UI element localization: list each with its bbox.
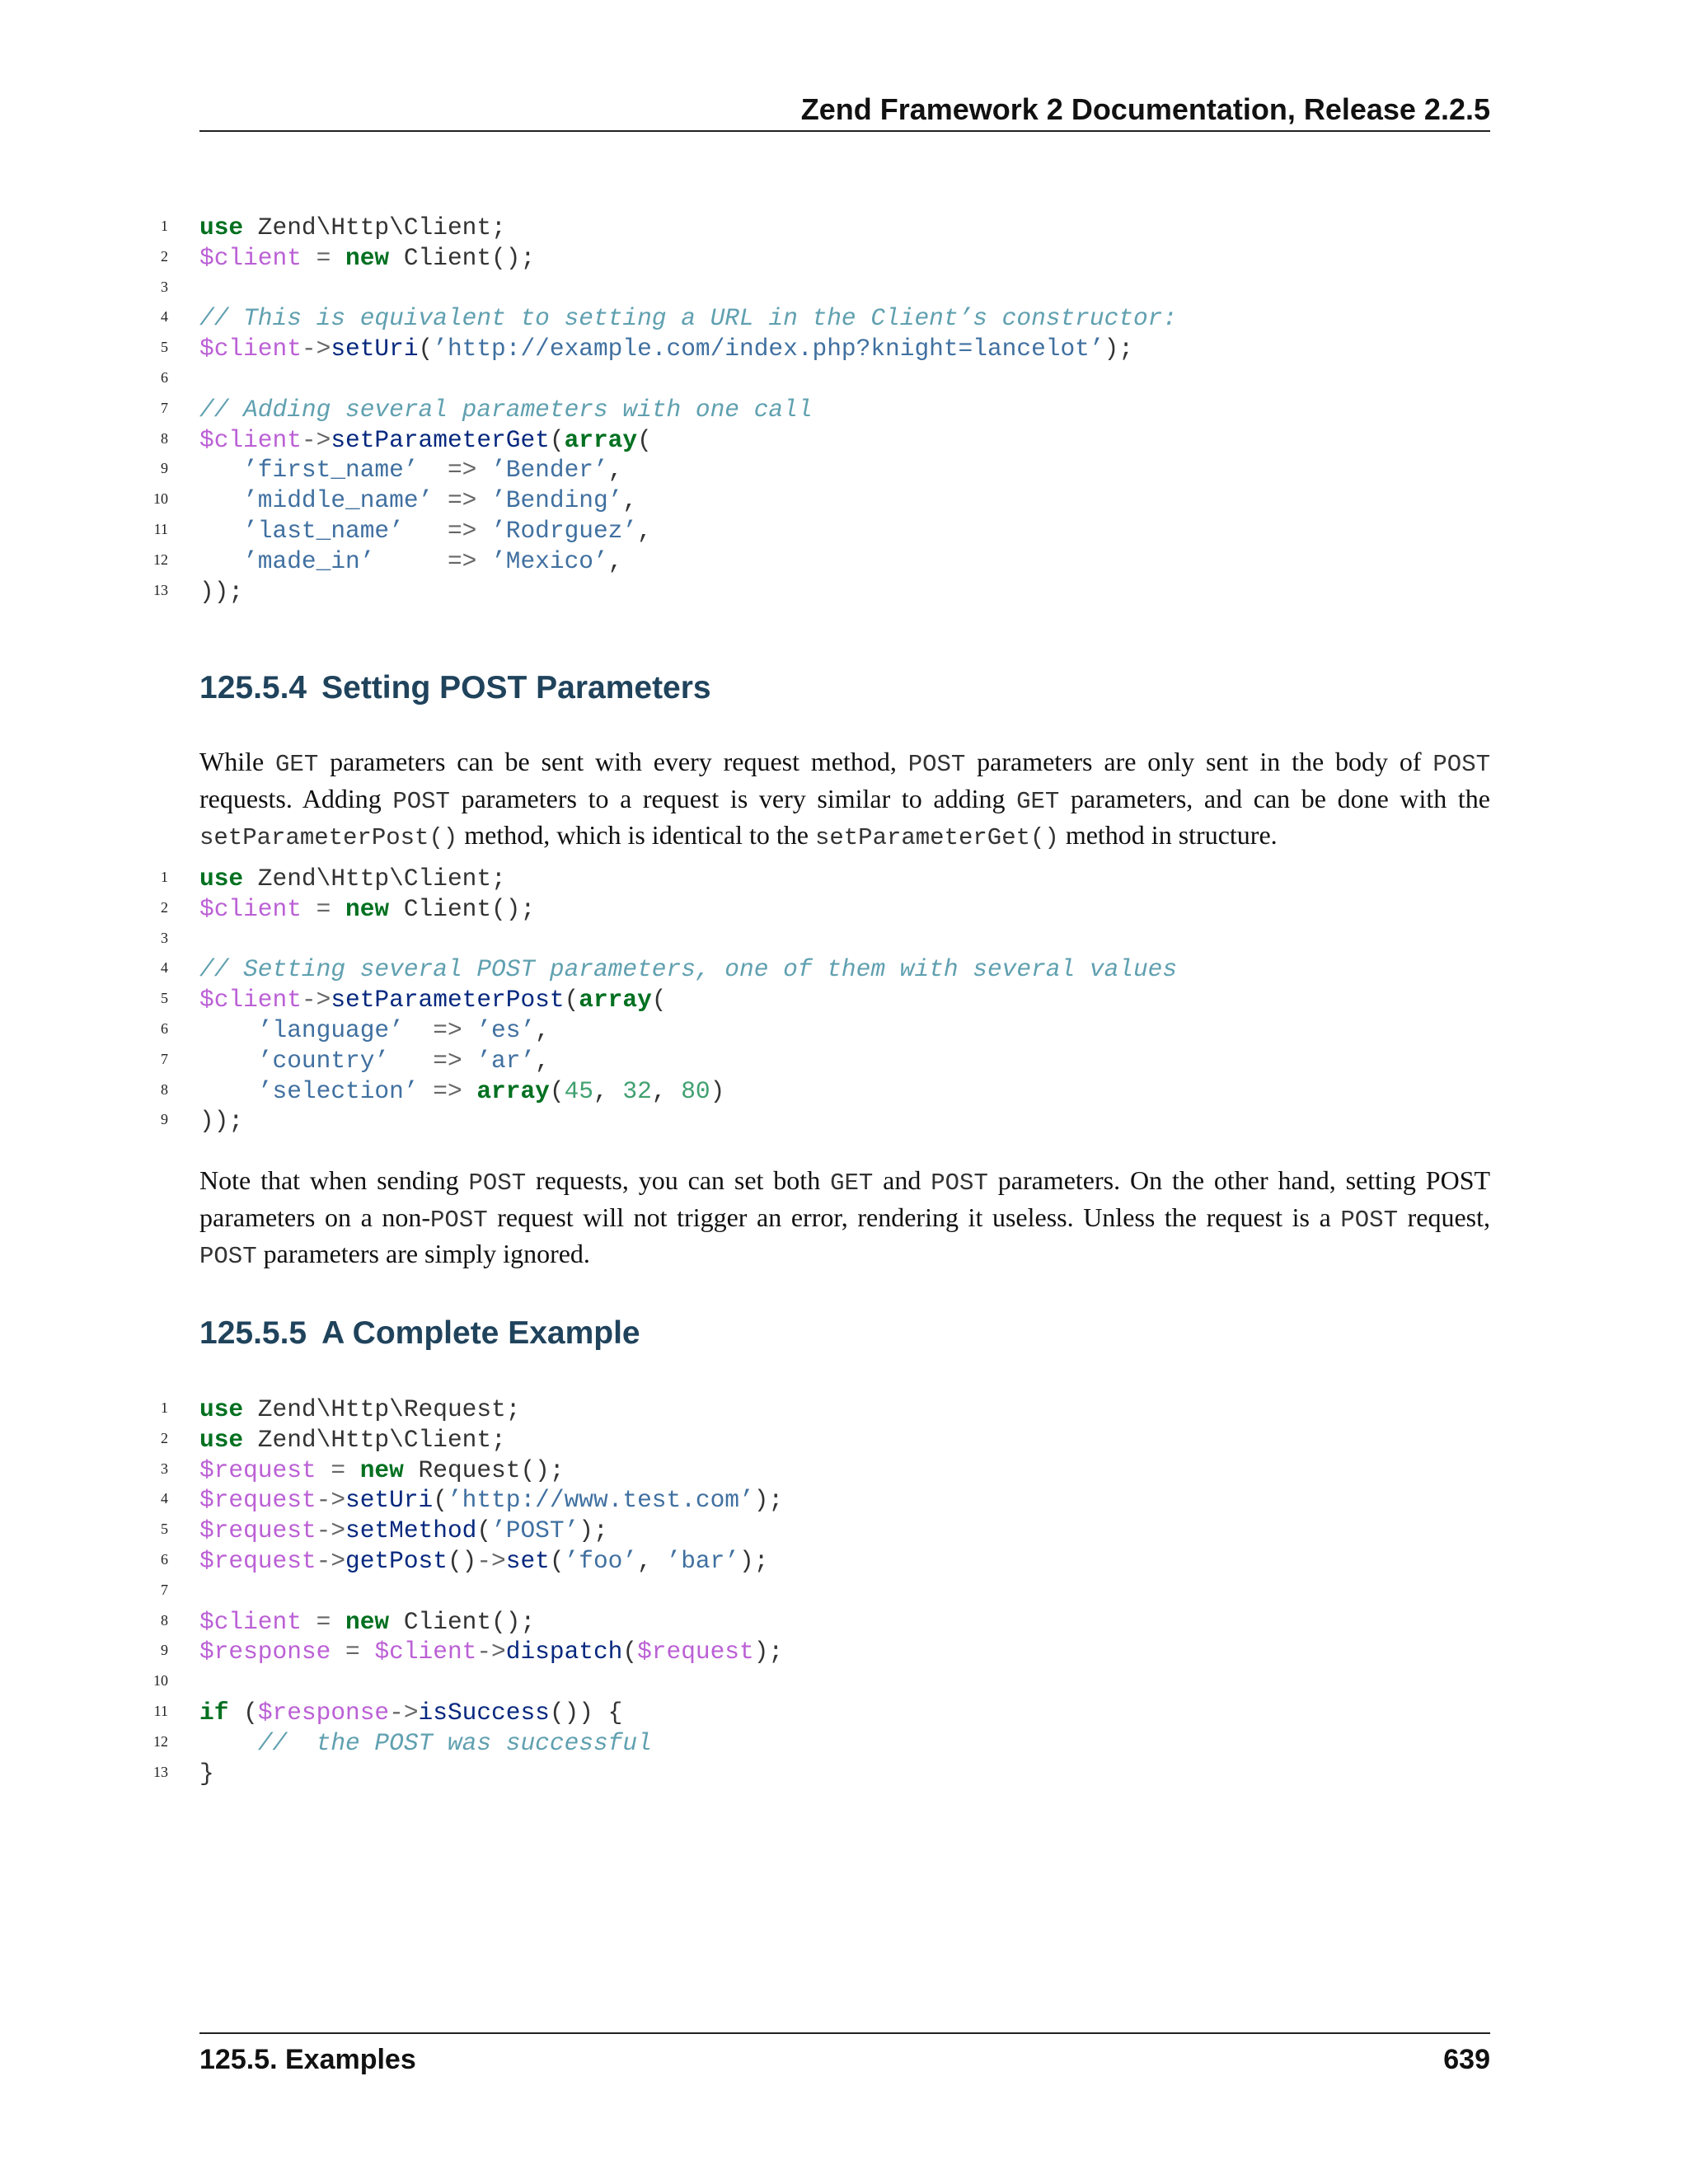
line-number: 1 (161, 218, 168, 234)
code-line (0, 274, 1688, 304)
line-number: 6 (161, 1550, 168, 1568)
code-line (0, 243, 1688, 274)
section-heading-post-parameters (199, 670, 711, 706)
code-line (0, 1076, 1688, 1107)
line-number: 1 (161, 869, 168, 885)
paragraph-text: parameters, and can be done with the (1059, 783, 1491, 813)
line-number: 3 (161, 929, 168, 946)
code-text: )); (199, 1107, 244, 1136)
code-line (0, 1728, 1688, 1759)
paragraph-text: requests, you can set both (526, 1165, 831, 1195)
paragraph-text: method in structure. (1058, 820, 1278, 850)
code-text: ’selection’ => array(45, 32, 80) (257, 1076, 725, 1105)
section-number: 125.5.5 (199, 1315, 307, 1351)
line-number: 4 (161, 308, 168, 326)
line-number: 8 (161, 1611, 168, 1629)
inline-code: POST (931, 1169, 988, 1197)
note-paragraph (199, 1164, 1490, 1274)
code-line (0, 1667, 1688, 1698)
line-number: 3 (161, 278, 168, 295)
code-text: $request = new Request(); (199, 1455, 565, 1484)
code-text: ’country’ => ’ar’, (257, 1046, 550, 1075)
code-line (0, 1015, 1688, 1046)
inline-code: GET (275, 751, 319, 778)
code-text: ’middle_name’ => ’Bending’, (243, 486, 638, 515)
line-number: 4 (161, 959, 168, 977)
line-number: 7 (161, 1050, 168, 1067)
post-parameters-paragraph (199, 745, 1490, 855)
code-text: ’last_name’ => ’Rodrguez’, (243, 516, 652, 545)
inline-code: GET (830, 1169, 874, 1197)
code-line (0, 1607, 1688, 1638)
inline-code: POST (468, 1169, 527, 1197)
line-number: 11 (153, 1702, 168, 1719)
line-number: 12 (153, 1732, 168, 1750)
code-text: ’made_in’ => ’Mexico’, (243, 546, 623, 575)
paragraph-text: request, (1398, 1202, 1491, 1232)
paragraph-text: While (199, 747, 276, 776)
line-number: 11 (153, 520, 168, 537)
code-line (0, 1577, 1688, 1607)
code-line (0, 1759, 1688, 1789)
code-text: $client->setUri(’http://example.com/index.php?knight=lancelot’); (199, 335, 1133, 363)
paragraph-text: request will not trigger an error, rendering it useless. Unless the request is a (487, 1202, 1341, 1232)
code-text: if ($response->isSuccess()) { (199, 1698, 623, 1727)
inline-code: setParameterGet() (814, 824, 1059, 851)
code-line (0, 894, 1688, 925)
paragraph-text: parameters to a request is very similar to adding (449, 783, 1017, 813)
code-line (0, 1106, 1688, 1137)
code-line (0, 1455, 1688, 1486)
paragraph-text: parameters. On the other hand, setting POST parameters on a non- (199, 1165, 1491, 1232)
code-line (0, 1637, 1688, 1667)
code-text: // This is equivalent to setting a URL in the Client’s constructor: (199, 304, 1178, 333)
code-text: $client = new Client(); (199, 243, 536, 272)
section-heading-complete-example (199, 1315, 640, 1352)
code-text: use Zend\Http\Client; (199, 1425, 506, 1454)
code-line (0, 1516, 1688, 1546)
code-text: } (199, 1759, 214, 1788)
code-line (0, 1698, 1688, 1728)
paragraph-text: Note that when sending (199, 1165, 469, 1195)
line-number: 5 (161, 1521, 168, 1538)
paragraph-text: and (873, 1165, 931, 1195)
code-text: use Zend\Http\Client; (199, 865, 506, 893)
line-number: 2 (161, 898, 168, 916)
code-text: // Setting several POST parameters, one of them with several values (199, 955, 1178, 984)
code-text: $client->setParameterPost(array( (199, 986, 667, 1015)
line-number: 2 (161, 1429, 168, 1446)
section-number: 125.5.4 (199, 670, 307, 705)
code-line (0, 455, 1688, 485)
code-line (0, 516, 1688, 546)
line-number: 10 (153, 1672, 168, 1690)
code-line (0, 1394, 1688, 1425)
line-number: 8 (161, 1080, 168, 1098)
line-number: 7 (161, 1581, 168, 1598)
line-number: 9 (161, 460, 168, 477)
code-text: ’first_name’ => ’Bender’, (243, 456, 623, 485)
code-text: $request->setMethod(’POST’); (199, 1516, 608, 1545)
line-number: 3 (161, 1460, 168, 1477)
footer-section-label: 125.5. Examples (199, 2044, 416, 2075)
line-number: 13 (153, 1763, 168, 1780)
code-line (0, 485, 1688, 516)
page-header (199, 91, 1490, 132)
paragraph-text: parameters can be sent with every request method, (318, 747, 908, 776)
code-line (0, 425, 1688, 456)
line-number: 9 (161, 1111, 168, 1128)
inline-code: setParameterPost() (199, 824, 458, 851)
code-line (0, 864, 1688, 894)
line-number: 13 (153, 581, 168, 598)
code-line (0, 954, 1688, 985)
inline-code: POST (1432, 751, 1491, 778)
code-text: $client->setParameterGet(array( (199, 425, 652, 454)
page-number: 639 (1443, 2044, 1490, 2075)
inline-code: POST (392, 787, 450, 815)
code-line (0, 364, 1688, 395)
code-line (0, 1425, 1688, 1455)
inline-code: POST (1340, 1206, 1398, 1234)
code-text: $client = new Client(); (199, 894, 536, 923)
code-text: // Adding several parameters with one call (199, 395, 813, 424)
code-line (0, 925, 1688, 955)
line-number: 5 (161, 990, 168, 1007)
code-text: $request->setUri(’http://www.test.com’); (199, 1486, 784, 1515)
code-text: // the POST was successful (257, 1728, 652, 1757)
code-line (0, 213, 1688, 243)
inline-code: GET (1016, 787, 1060, 815)
line-number: 2 (161, 247, 168, 265)
code-line (0, 1046, 1688, 1076)
code-line (0, 577, 1688, 607)
inline-code: POST (430, 1206, 488, 1234)
code-block-post-parameters (0, 864, 1688, 1137)
code-text: $response = $client->dispatch($request); (199, 1638, 784, 1666)
code-line (0, 334, 1688, 364)
line-number: 5 (161, 339, 168, 356)
line-number: 8 (161, 429, 168, 447)
code-line (0, 985, 1688, 1015)
code-text: use Zend\Http\Client; (199, 213, 506, 241)
inline-code: POST (907, 751, 966, 778)
document-title: Zend Framework 2 Documentation, Release 2.2.5 (800, 92, 1490, 126)
paragraph-text: parameters are only sent in the body of (965, 747, 1433, 776)
line-number: 6 (161, 368, 168, 386)
code-line (0, 546, 1688, 577)
line-number: 9 (161, 1642, 168, 1659)
line-number: 7 (161, 399, 168, 416)
line-number: 1 (161, 1399, 168, 1416)
inline-code: POST (199, 1243, 257, 1270)
line-number: 4 (161, 1490, 168, 1507)
line-number: 12 (153, 551, 168, 568)
code-line (0, 303, 1688, 334)
code-line (0, 1546, 1688, 1577)
code-text: )); (199, 577, 244, 606)
code-line (0, 1485, 1688, 1516)
code-line (0, 395, 1688, 425)
paragraph-text: method, which is identical to the (457, 820, 815, 850)
code-text: $client = new Client(); (199, 1607, 536, 1636)
line-number: 10 (153, 490, 168, 508)
page-footer (199, 2032, 1490, 2083)
section-title: Setting POST Parameters (321, 670, 711, 705)
code-text: use Zend\Http\Request; (199, 1395, 521, 1423)
paragraph-text: parameters are simply ignored. (256, 1239, 590, 1268)
code-block-complete-example (0, 1394, 1688, 1788)
paragraph-text: requests. Adding (199, 783, 393, 813)
section-title: A Complete Example (321, 1315, 640, 1351)
code-text: ’language’ => ’es’, (257, 1015, 550, 1044)
code-text: $request->getPost()->set(’foo’, ’bar’); (199, 1546, 769, 1575)
code-block-get-parameters (0, 213, 1688, 607)
line-number: 6 (161, 1019, 168, 1037)
